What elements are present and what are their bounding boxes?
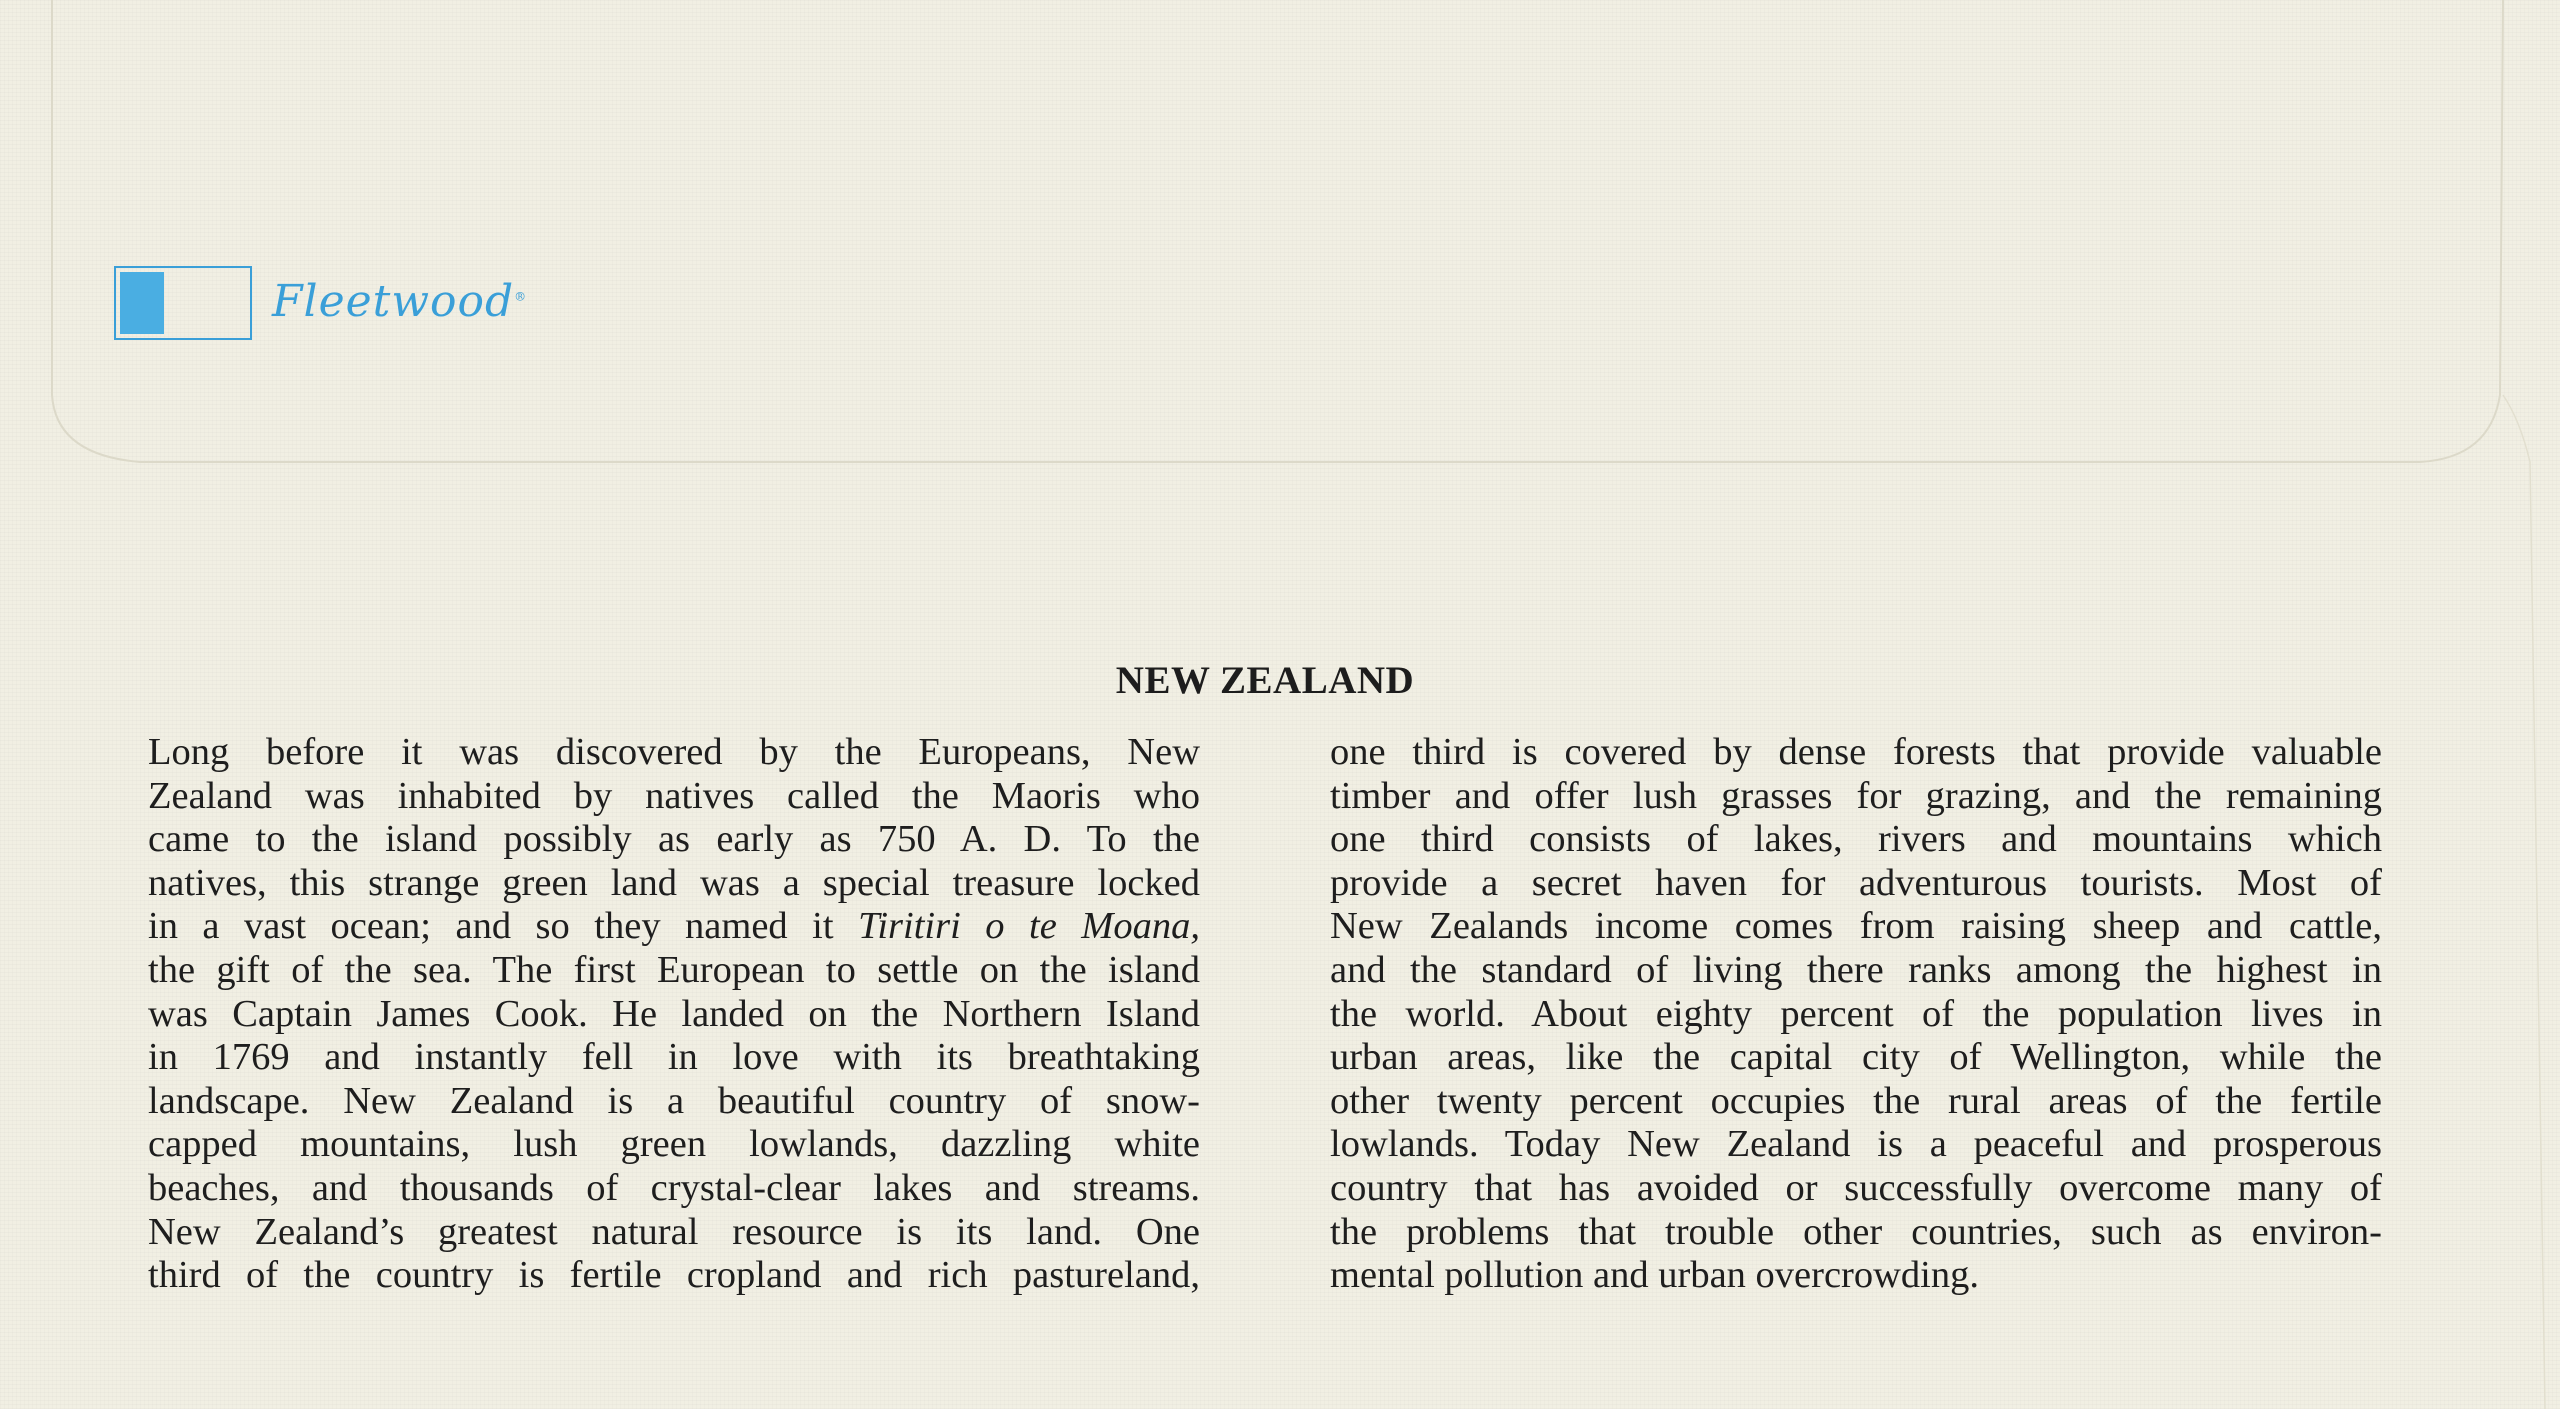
paragraph-line: New Zealands income comes from raising sheep and cattle, (1330, 905, 2382, 948)
paragraph-line: timber and offer lush grasses for grazing, and the remaining (1330, 774, 2382, 817)
logo-box-icon (114, 266, 252, 340)
paragraph-line-text: in a vast ocean; and so they named it (148, 905, 859, 948)
paragraph-line: country that has avoided or successfully overcome many of (1330, 1166, 2382, 1209)
paragraph-line: the gift of the sea. The first European to settle on the island (148, 948, 1200, 991)
paragraph-line: one third consists of lakes, rivers and mountains which (1330, 818, 2382, 861)
paragraph-line: capped mountains, lush green lowlands, dazzling white (148, 1123, 1200, 1166)
registered-mark: ® (514, 288, 528, 303)
paragraph-line: was Captain James Cook. He landed on the Northern Island (148, 992, 1200, 1035)
paragraph-line: came to the island possibly as early as 750 A. D. To the (148, 818, 1200, 861)
paragraph-line: urban areas, like the capital city of Wellington, while the (1330, 1036, 2382, 1079)
maori-name-italic: Tiritiri o te Moana, (858, 905, 1201, 948)
paragraph-line: lowlands. Today New Zealand is a peaceful and prosperous (1330, 1123, 2382, 1166)
paragraph-line: Long before it was discovered by the Europeans, New (148, 731, 1200, 773)
page-title: NEW ZEALAND (1115, 659, 1415, 702)
paragraph-line: the problems that trouble other countries, such as environ- (1330, 1210, 2382, 1253)
paragraph-line: provide a secret haven for adventurous tourists. Most of (1330, 861, 2382, 904)
fleetwood-logo (114, 264, 527, 342)
paragraph-line: Zealand was inhabited by natives called the Maoris who (148, 774, 1200, 817)
paragraph-line: natives, this strange green land was a special treasure locked (148, 861, 1200, 904)
paragraph-line: one third is covered by dense forests that provide valuable (1330, 731, 2382, 773)
paragraph-line: in 1769 and instantly fell in love with its breathtaking (148, 1036, 1200, 1079)
paragraph-line: landscape. New Zealand is a beautiful country of snow- (148, 1079, 1200, 1122)
logo-wordmark: Fleetwood® (272, 275, 528, 327)
paragraph-line: the world. About eighty percent of the population lives in (1330, 992, 2382, 1035)
logo-box-fill (120, 272, 164, 334)
paragraph-line: third of the country is fertile cropland and rich pastureland, (148, 1254, 1200, 1297)
text-column-right (1330, 731, 2382, 1298)
paragraph-line-with-italic (148, 905, 1200, 949)
paragraph-line: beaches, and thousands of crystal-clear lakes and streams. (148, 1166, 1200, 1209)
paragraph-line: other twenty percent occupies the rural areas of the fertile (1330, 1079, 2382, 1122)
text-column-left (148, 731, 1200, 1298)
paragraph-line: New Zealand’s greatest natural resource is its land. One (148, 1210, 1200, 1253)
paragraph-line: and the standard of living there ranks among the highest in (1330, 948, 2382, 991)
paragraph-line: mental pollution and urban overcrowding. (1330, 1254, 1979, 1297)
